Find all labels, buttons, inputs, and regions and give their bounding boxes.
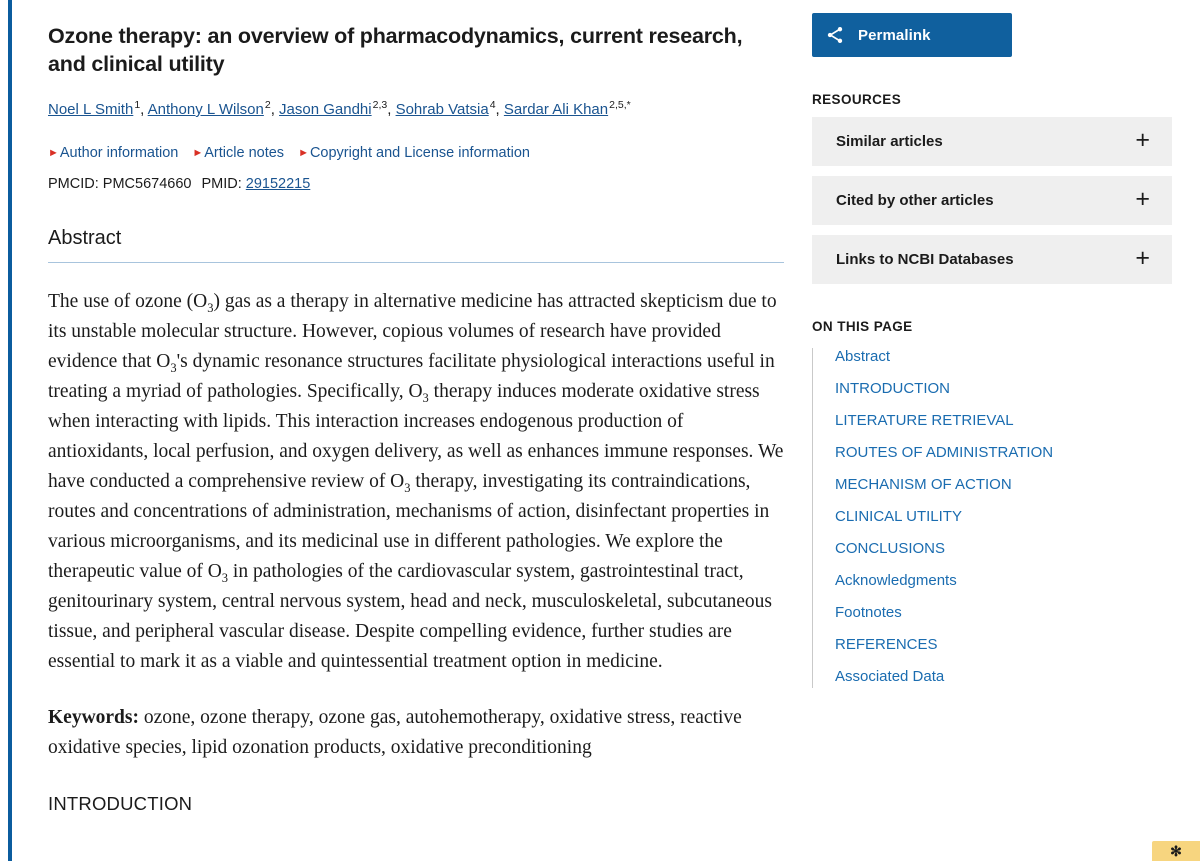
author-affiliation[interactable]: 2,3 xyxy=(372,99,388,111)
abstract-heading-rule xyxy=(48,262,784,263)
list-item xyxy=(835,668,1172,686)
toc-link-footnotes[interactable]: Footnotes xyxy=(835,604,902,621)
author-affiliation[interactable]: 2 xyxy=(264,99,271,111)
resources-kicker: RESOURCES xyxy=(812,92,902,107)
article-meta-links xyxy=(48,144,784,163)
author-affiliation[interactable]: 4 xyxy=(489,99,496,111)
author-link[interactable]: Jason Gandhi xyxy=(279,101,372,118)
permalink-button-label: Permalink xyxy=(858,26,931,44)
pmcid-label: PMCID: xyxy=(48,176,99,192)
pmid-label: PMID: xyxy=(201,176,242,192)
author-link[interactable]: Sohrab Vatsia xyxy=(395,101,489,118)
abstract-text-fragment: The use of ozone (O xyxy=(48,291,208,312)
abstract-text-fragment: therapy, investigating its contraindications, routes and concentrations of administration, mechanisms of action, disinfectant properties in various microorganisms, and its medicinal use in different pathologies. We explore the therapeutic value of O xyxy=(48,471,770,582)
sidebar xyxy=(812,0,1172,688)
author-link[interactable]: Anthony L Wilson xyxy=(147,101,264,118)
toc-link-associated-data[interactable]: Associated Data xyxy=(835,668,945,685)
keywords-block xyxy=(48,703,784,763)
on-this-page-kicker: ON THIS PAGE xyxy=(812,319,913,334)
accordion-label: Similar articles xyxy=(836,133,943,150)
subscript: 3 xyxy=(404,480,411,495)
pmcid-value: PMC5674660 xyxy=(102,176,192,192)
keywords-label: Keywords: xyxy=(48,707,139,728)
toc-link-references[interactable]: REFERENCES xyxy=(835,636,938,653)
meta-link-label[interactable]: Article notes xyxy=(204,145,285,161)
abstract-heading: Abstract xyxy=(48,227,122,249)
left-accent-rule xyxy=(8,0,12,861)
list-item xyxy=(835,444,1172,462)
author-separator: , xyxy=(387,101,396,118)
subscript: 3 xyxy=(207,300,214,315)
subscript: 3 xyxy=(422,390,429,405)
toc-link-routes-of-administration[interactable]: ROUTES OF ADMINISTRATION xyxy=(835,444,1054,461)
plus-icon[interactable]: + xyxy=(1135,243,1150,272)
toc-link-mechanism-of-action[interactable]: MECHANISM OF ACTION xyxy=(835,476,1012,493)
list-item xyxy=(835,508,1172,526)
list-item xyxy=(835,572,1172,590)
author-separator: , xyxy=(495,101,504,118)
toc-link-literature-retrieval[interactable]: LITERATURE RETRIEVAL xyxy=(835,412,1014,429)
list-item xyxy=(835,380,1172,398)
author-entry xyxy=(504,101,631,118)
share-icon xyxy=(812,25,858,45)
toc-link-abstract[interactable]: Abstract xyxy=(835,348,891,365)
triangle-right-icon: ► xyxy=(298,147,309,159)
list-item xyxy=(835,636,1172,654)
article-identifiers xyxy=(48,175,784,193)
toc-link-introduction[interactable]: INTRODUCTION xyxy=(835,380,950,397)
author-affiliation[interactable]: 1 xyxy=(134,99,141,111)
author-entry xyxy=(279,101,387,118)
author-link[interactable]: Sardar Ali Khan xyxy=(503,101,609,118)
meta-link-label[interactable]: Copyright and License information xyxy=(309,145,530,161)
abstract-text-fragment: 's dynamic resonance structures facilitate physiological interactions useful in treating a myriad of pathologies. Specifically, O xyxy=(48,351,775,402)
pmid-link[interactable]: 29152215 xyxy=(245,176,311,192)
permalink-button[interactable] xyxy=(812,13,1012,57)
feedback-widget[interactable] xyxy=(1152,841,1200,861)
on-this-page-list xyxy=(812,348,1172,688)
feedback-icon: ✻ xyxy=(1170,843,1182,859)
meta-link-author-information[interactable] xyxy=(48,144,188,163)
plus-icon[interactable]: + xyxy=(1135,184,1150,213)
introduction-heading: INTRODUCTION xyxy=(48,793,193,814)
toc-link-clinical-utility[interactable]: CLINICAL UTILITY xyxy=(835,508,962,525)
abstract-text-fragment: in pathologies of the cardiovascular system, gastrointestinal tract, genitourinary system, central nervous system, head and neck, musculoskeletal, subcutaneous tissue, and peripheral vascular disease. Despite compelling evidence, further studies are essential to mark it as a viable and quintessential treatment option in medicine. xyxy=(48,561,773,672)
keywords-value: ozone, ozone therapy, ozone gas, autohemotherapy, oxidative stress, reactive oxidative species, lipid ozonation products, oxidative preconditioning xyxy=(48,707,742,758)
accordion-label: Links to NCBI Databases xyxy=(836,251,1014,268)
subscript: 3 xyxy=(170,360,177,375)
article-column xyxy=(48,0,784,815)
abstract-paragraph xyxy=(48,287,784,677)
author-entry xyxy=(148,101,271,118)
page-title: Ozone therapy: an overview of pharmacodynamics, current research, and clinical utility xyxy=(48,24,743,76)
subscript: 3 xyxy=(221,570,229,585)
abstract-text-fragment: ) gas as a therapy in alternative medicine has attracted skepticism due to its unstable molecular structure. However, copious volumes of research have provided evidence that O xyxy=(48,291,777,372)
accordion-label: Cited by other articles xyxy=(836,192,994,209)
meta-link-copyright-and-license-information[interactable] xyxy=(298,144,540,163)
author-link[interactable]: Noel L Smith xyxy=(48,101,134,118)
list-item xyxy=(835,412,1172,430)
toc-link-conclusions[interactable]: CONCLUSIONS xyxy=(835,540,946,557)
plus-icon[interactable]: + xyxy=(1135,125,1150,154)
abstract-text-fragment: therapy induces moderate oxidative stress when interacting with lipids. This interaction increases endogenous production of antioxidants, local perfusion, and oxygen delivery, as well as enhances immune responses. We have conducted a comprehensive review of O xyxy=(48,381,784,492)
triangle-right-icon: ► xyxy=(192,147,204,159)
author-separator: , xyxy=(270,101,280,118)
meta-link-article-notes[interactable] xyxy=(192,144,294,163)
author-list xyxy=(48,100,784,120)
list-item xyxy=(835,604,1172,622)
triangle-right-icon: ► xyxy=(48,147,59,159)
author-separator: , xyxy=(140,101,148,118)
accordion-links-to-ncbi-databases[interactable] xyxy=(812,235,1172,284)
accordion-cited-by-other-articles[interactable] xyxy=(812,176,1172,225)
author-entry xyxy=(396,101,496,118)
accordion-similar-articles[interactable] xyxy=(812,117,1172,166)
toc-link-acknowledgments[interactable]: Acknowledgments xyxy=(835,572,957,589)
author-affiliation[interactable]: 2,5,* xyxy=(609,99,631,111)
list-item xyxy=(835,540,1172,558)
list-item xyxy=(835,476,1172,494)
author-entry xyxy=(48,101,140,118)
meta-link-label[interactable]: Author information xyxy=(59,145,179,161)
list-item xyxy=(835,348,1172,366)
